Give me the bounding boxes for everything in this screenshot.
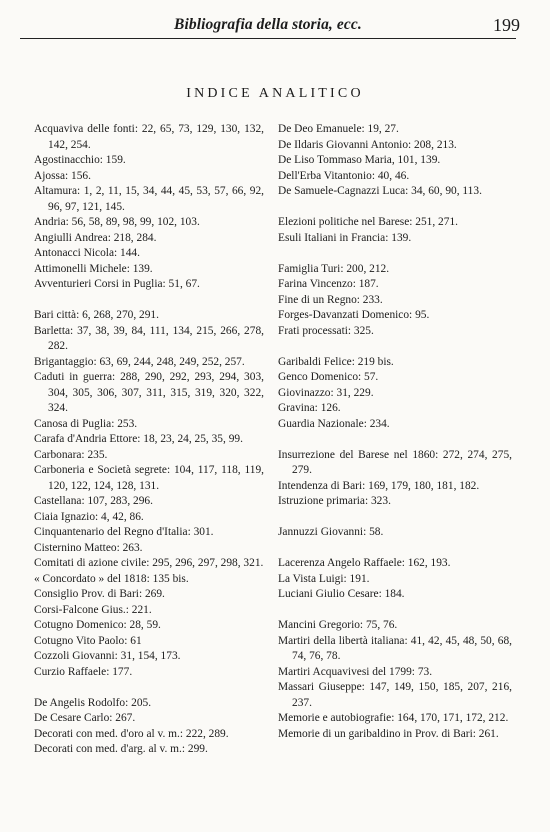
- index-entry: La Vista Luigi: 191.: [278, 572, 370, 585]
- index-group: [278, 122, 512, 200]
- index-entry: De Angelis Rodolfo: 205.: [34, 696, 152, 709]
- index-entry: Cinquantenario del Regno d'Italia: 301.: [34, 526, 214, 538]
- section-title: INDICE ANALITICO: [186, 86, 364, 101]
- index-entry: Brigantaggio: 63, 69, 244, 248, 249, 252, 257.: [34, 355, 245, 368]
- index-entry: Mancini Gregorio: 75, 76.: [278, 619, 398, 631]
- group-gap: [278, 432, 512, 448]
- index-entry: Cisternino Matteo: 263.: [34, 541, 143, 554]
- index-entry: Cotugno Vito Paolo: 61: [34, 634, 142, 647]
- index-entry: De Deo Emanuele: 19, 27.: [278, 123, 399, 135]
- index-group: [278, 556, 512, 603]
- index-entry: « Concordato » del 1818: 135 bis.: [34, 572, 189, 585]
- index-entry: Corsi-Falcone Gius.: 221.: [34, 603, 152, 616]
- index-entry: Dell'Erba Vitantonio: 40, 46.: [278, 169, 410, 182]
- index-entry: Intendenza di Bari: 169, 179, 180, 181, 182.: [278, 479, 480, 492]
- group-gap: [278, 200, 512, 216]
- group-gap: [34, 293, 264, 309]
- index-group: [278, 618, 512, 742]
- index-entry: De Cesare Carlo: 267.: [34, 712, 136, 724]
- index-entry: Comitati di azione civile: 295, 296, 297, 298, 321.: [34, 557, 264, 569]
- index-entry: Andria: 56, 58, 89, 98, 99, 102, 103.: [34, 216, 200, 228]
- index-entry: Attimonelli Michele: 139.: [34, 262, 153, 275]
- index-entry: Decorati con med. d'oro al v. m.: 222, 289.: [34, 727, 229, 740]
- group-gap: [278, 541, 512, 557]
- index-group: [278, 448, 512, 510]
- index-entry: Frati processati: 325.: [278, 324, 374, 337]
- index-entry: Gravina: 126.: [278, 402, 341, 414]
- index-entry: Consiglio Prov. di Bari: 269.: [34, 588, 165, 600]
- index-entry: Carboneria e Società segrete: 104, 117, 118, 119, 120, 122, 124, 128, 131.: [34, 464, 264, 492]
- index-entry: Canosa di Puglia: 253.: [34, 417, 138, 430]
- index-entry: Genco Domenico: 57.: [278, 371, 379, 383]
- group-gap: [278, 603, 512, 619]
- index-entry: Farina Vincenzo: 187.: [278, 278, 379, 290]
- group-gap: [278, 246, 512, 262]
- index-entry: Bari città: 6, 268, 270, 291.: [34, 309, 159, 321]
- index-entry: Esuli Italiani in Francia: 139.: [278, 231, 412, 244]
- index-entry: Jannuzzi Giovanni: 58.: [278, 526, 384, 538]
- index-entry: Luciani Giulio Cesare: 184.: [278, 588, 405, 600]
- index-entry: De Ildaris Giovanni Antonio: 208, 213.: [278, 138, 457, 151]
- index-entry: Fine di un Regno: 233.: [278, 293, 383, 306]
- index-entry: Carbonara: 235.: [34, 448, 108, 461]
- group-gap: [278, 339, 512, 355]
- index-entry: Garibaldi Felice: 219 bis.: [278, 355, 394, 368]
- index-entry: Giovinazzo: 31, 229.: [278, 386, 374, 399]
- index-group: [34, 696, 264, 758]
- index-entry: Carafa d'Andria Ettore: 18, 23, 24, 25, 35, 99.: [34, 433, 243, 445]
- index-entry: De Samuele-Cagnazzi Luca: 34, 60, 90, 113.: [278, 185, 482, 197]
- index-entry: Memorie di un garibaldino in Prov. di Bari: 261.: [278, 727, 499, 740]
- index-entry: Forges-Davanzati Domenico: 95.: [278, 309, 430, 321]
- index-entry: Decorati con med. d'arg. al v. m.: 299.: [34, 743, 208, 755]
- index-entry: Altamura: 1, 2, 11, 15, 34, 44, 45, 53, 57, 66, 92, 96, 97, 121, 145.: [34, 185, 264, 213]
- index-entry: Martiri della libertà italiana: 41, 42, 45, 48, 50, 68, 74, 76, 78.: [278, 634, 512, 662]
- index-entry: Barletta: 37, 38, 39, 84, 111, 134, 215, 266, 278, 282.: [34, 324, 264, 352]
- index-entry: Curzio Raffaele: 177.: [34, 665, 133, 678]
- index-group: [278, 355, 512, 433]
- index-group: [278, 262, 512, 340]
- index-entry: Castellana: 107, 283, 296.: [34, 495, 153, 507]
- group-gap: [34, 680, 264, 696]
- index-entry: Antonacci Nicola: 144.: [34, 247, 140, 259]
- index-entry: Guardia Nazionale: 234.: [278, 417, 390, 430]
- group-gap: [278, 510, 512, 526]
- index-column-right: [278, 122, 512, 742]
- index-entry: Lacerenza Angelo Raffaele: 162, 193.: [278, 557, 451, 569]
- index-group: [278, 525, 512, 541]
- index-entry: Avventurieri Corsi in Puglia: 51, 67.: [34, 278, 200, 290]
- index-entry: Acquaviva delle fonti: 22, 65, 73, 129, 130, 132, 142, 254.: [34, 123, 264, 151]
- index-entry: Ajossa: 156.: [34, 169, 91, 182]
- index-entry: Insurrezione del Barese nel 1860: 272, 274, 275, 279.: [278, 448, 512, 476]
- index-column-left: [34, 122, 264, 758]
- index-entry: Cotugno Domenico: 28, 59.: [34, 619, 161, 631]
- index-entry: Ciaia Ignazio: 4, 42, 86.: [34, 510, 144, 523]
- index-entry: Memorie e autobiografie: 164, 170, 171, 172, 212.: [278, 712, 509, 724]
- index-entry: De Liso Tommaso Maria, 101, 139.: [278, 154, 441, 166]
- index-entry: Angiulli Andrea: 218, 284.: [34, 231, 157, 244]
- index-group: [34, 308, 264, 680]
- index-entry: Massari Giuseppe: 147, 149, 150, 185, 207, 216, 237.: [278, 681, 512, 709]
- header-rule: [20, 38, 516, 39]
- index-group: [34, 122, 264, 293]
- index-entry: Istruzione primaria: 323.: [278, 495, 391, 507]
- index-entry: Caduti in guerra: 288, 290, 292, 293, 294, 303, 304, 305, 306, 307, 311, 315, 319, 320, 322, 324.: [34, 371, 264, 414]
- page-number: 199: [493, 15, 520, 35]
- page-header: [28, 10, 520, 36]
- running-head: Bibliografia della storia, ecc.: [174, 16, 362, 33]
- index-entry: Martiri Acquavivesi del 1799: 73.: [278, 665, 433, 678]
- index-group: [278, 215, 512, 246]
- index-entry: Cozzoli Giovanni: 31, 154, 173.: [34, 650, 181, 662]
- index-entry: Agostinacchio: 159.: [34, 154, 126, 166]
- index-entry: Famiglia Turi: 200, 212.: [278, 262, 390, 275]
- index-entry: Elezioni politiche nel Barese: 251, 271.: [278, 216, 458, 228]
